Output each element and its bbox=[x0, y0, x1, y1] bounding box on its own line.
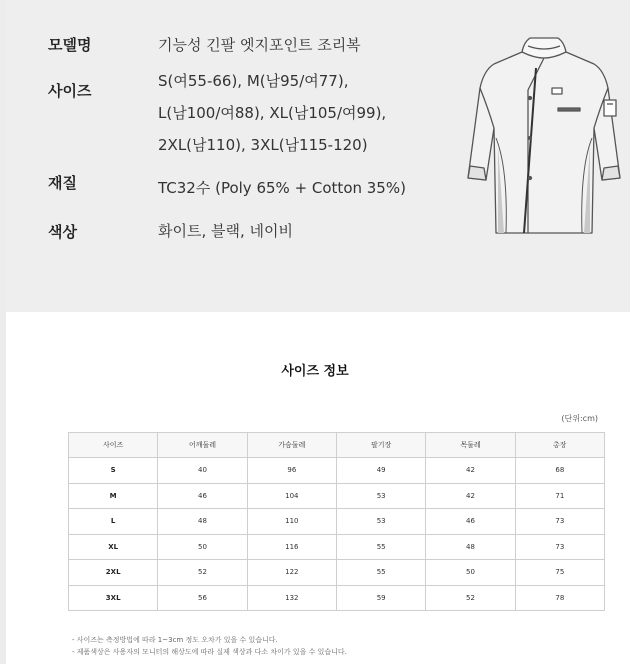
header-shoulder: 어깨둘레 bbox=[158, 433, 247, 458]
table-cell: XL bbox=[69, 534, 158, 560]
table-cell: 71 bbox=[515, 483, 604, 509]
product-info-panel bbox=[6, 0, 630, 312]
table-cell: 56 bbox=[158, 585, 247, 611]
unit-label: (단위:cm) bbox=[561, 414, 598, 423]
table-row bbox=[69, 585, 605, 611]
size-table bbox=[68, 432, 605, 611]
table-cell: 55 bbox=[336, 534, 425, 560]
table-cell: 55 bbox=[336, 560, 425, 586]
size-line-2: L(남100/여88), XL(남105/여99), bbox=[158, 104, 387, 122]
note-line: - 제품색상은 사용자의 모니터의 해상도에 따라 실제 색상과 다소 차이가 있을 수 있습니다. bbox=[72, 648, 347, 656]
table-cell: 104 bbox=[247, 483, 336, 509]
material-label: 재질 bbox=[48, 174, 77, 192]
table-cell: 42 bbox=[426, 458, 515, 484]
table-cell: 42 bbox=[426, 483, 515, 509]
table-cell: 48 bbox=[158, 509, 247, 535]
table-cell: 52 bbox=[426, 585, 515, 611]
table-cell: 53 bbox=[336, 509, 425, 535]
color-value: 화이트, 블랙, 네이비 bbox=[158, 222, 293, 240]
table-cell: 50 bbox=[426, 560, 515, 586]
size-info-title: 사이즈 정보 bbox=[281, 364, 349, 379]
color-label: 색상 bbox=[48, 223, 77, 241]
material-value: TC32수 (Poly 65% + Cotton 35%) bbox=[158, 179, 406, 197]
table-cell: 46 bbox=[158, 483, 247, 509]
table-cell: 3XL bbox=[69, 585, 158, 611]
table-cell: 68 bbox=[515, 458, 604, 484]
size-label: 사이즈 bbox=[48, 82, 92, 100]
header-chest: 가슴둘레 bbox=[247, 433, 336, 458]
table-cell: 78 bbox=[515, 585, 604, 611]
table-cell: 132 bbox=[247, 585, 336, 611]
table-cell: 96 bbox=[247, 458, 336, 484]
table-cell: 48 bbox=[426, 534, 515, 560]
size-line-3: 2XL(남110), 3XL(남115-120) bbox=[158, 136, 368, 154]
header-neck: 목둘레 bbox=[426, 433, 515, 458]
table-cell: 50 bbox=[158, 534, 247, 560]
table-cell: 73 bbox=[515, 509, 604, 535]
chef-jacket-illustration bbox=[464, 28, 624, 240]
table-cell: 122 bbox=[247, 560, 336, 586]
table-cell: M bbox=[69, 483, 158, 509]
table-cell: 52 bbox=[158, 560, 247, 586]
table-cell: 73 bbox=[515, 534, 604, 560]
table-cell: 2XL bbox=[69, 560, 158, 586]
size-line-1: S(여55-66), M(남95/여77), bbox=[158, 72, 349, 90]
table-cell: 53 bbox=[336, 483, 425, 509]
table-cell: 59 bbox=[336, 585, 425, 611]
size-notes bbox=[72, 634, 347, 658]
table-row bbox=[69, 509, 605, 535]
table-cell: S bbox=[69, 458, 158, 484]
note-line: - 사이즈는 측정방법에 따라 1~3cm 정도 오차가 있을 수 있습니다. bbox=[72, 636, 278, 644]
header-length: 총장 bbox=[515, 433, 604, 458]
table-cell: 40 bbox=[158, 458, 247, 484]
header-size: 사이즈 bbox=[69, 433, 158, 458]
table-cell: 49 bbox=[336, 458, 425, 484]
table-row bbox=[69, 560, 605, 586]
table-cell: 116 bbox=[247, 534, 336, 560]
header-sleeve: 팔기장 bbox=[336, 433, 425, 458]
model-value: 기능성 긴팔 엣지포인트 조리복 bbox=[158, 36, 361, 54]
table-cell: 110 bbox=[247, 509, 336, 535]
table-row bbox=[69, 534, 605, 560]
table-row bbox=[69, 483, 605, 509]
table-cell: L bbox=[69, 509, 158, 535]
table-cell: 46 bbox=[426, 509, 515, 535]
model-label: 모델명 bbox=[48, 36, 92, 54]
table-header-row bbox=[69, 433, 605, 458]
table-cell: 75 bbox=[515, 560, 604, 586]
table-row bbox=[69, 458, 605, 484]
